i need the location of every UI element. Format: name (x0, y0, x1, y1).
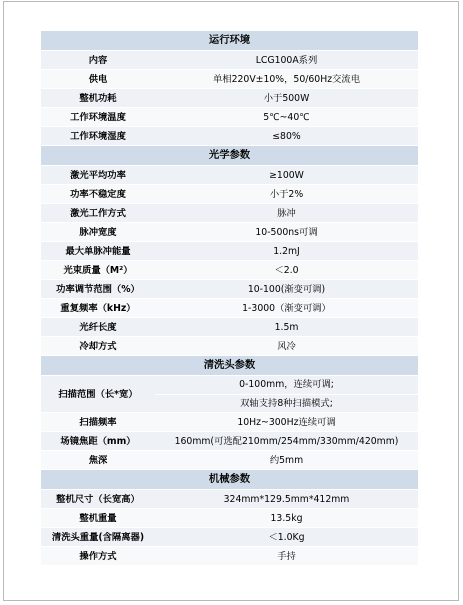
table-row (41, 51, 418, 70)
table-row (41, 127, 418, 146)
row-label: 扫描范围（长*宽） (41, 376, 155, 413)
row-value: ＜1.0Kg (155, 528, 418, 547)
table-row (41, 108, 418, 127)
row-value: 1.5m (155, 318, 418, 337)
row-value: 324mm*129.5mm*412mm (155, 490, 418, 509)
table-row (41, 528, 418, 547)
row-value: ≥100W (155, 166, 418, 185)
row-label: 工作环境湿度 (41, 127, 155, 146)
row-label: 内容 (41, 51, 155, 70)
table-row (41, 280, 418, 299)
row-value-multiline (155, 376, 418, 413)
row-value: 10Hz~300Hz连续可调 (155, 413, 418, 432)
row-label: 清洗头重量(含隔离器) (41, 528, 155, 547)
table-row (41, 89, 418, 108)
table-row (41, 242, 418, 261)
table-row (41, 490, 418, 509)
table-row (41, 261, 418, 280)
table-row (41, 299, 418, 318)
row-label: 整机重量 (41, 509, 155, 528)
section-header-cleaning-head (41, 356, 418, 376)
section-title: 机械参数 (41, 470, 418, 490)
specification-table (41, 31, 418, 566)
row-value: 风冷 (155, 337, 418, 356)
row-label: 整机功耗 (41, 89, 155, 108)
row-label: 扫描频率 (41, 413, 155, 432)
row-label: 功率调节范围（%） (41, 280, 155, 299)
section-title: 清洗头参数 (41, 356, 418, 376)
table-row (41, 70, 418, 89)
row-value: 10-100(渐变可调) (155, 280, 418, 299)
row-label: 激光工作方式 (41, 204, 155, 223)
row-value: 13.5kg (155, 509, 418, 528)
row-value: LCG100A系列 (155, 51, 418, 70)
row-value: ≤80% (155, 127, 418, 146)
table-row (41, 337, 418, 356)
section-title: 光学参数 (41, 146, 418, 166)
row-value: 10-500ns可调 (155, 223, 418, 242)
table-row-scan-range (41, 376, 418, 413)
table-row (41, 204, 418, 223)
row-value: 约5mm (155, 451, 418, 470)
table-row (41, 413, 418, 432)
row-label: 操作方式 (41, 547, 155, 566)
table-row (41, 185, 418, 204)
row-label: 供电 (41, 70, 155, 89)
row-value: 1-3000（渐变可调） (155, 299, 418, 318)
row-label: 光束质量（M²） (41, 261, 155, 280)
row-label: 光纤长度 (41, 318, 155, 337)
table-row (41, 451, 418, 470)
table-row (41, 166, 418, 185)
row-value: 1.2mJ (155, 242, 418, 261)
row-value: 小于500W (155, 89, 418, 108)
table-row (41, 509, 418, 528)
scan-range-line-2: 双轴支持8种扫描模式; (240, 398, 333, 409)
row-label: 冷却方式 (41, 337, 155, 356)
row-value: ＜2.0 (155, 261, 418, 280)
section-title: 运行环境 (41, 31, 418, 51)
row-value: 160mm(可选配210mm/254mm/330mm/420mm) (155, 432, 418, 451)
row-value: 5℃~40℃ (155, 108, 418, 127)
row-value: 脉冲 (155, 204, 418, 223)
row-value: 手持 (155, 547, 418, 566)
section-header-operating-environment (41, 31, 418, 51)
row-label: 整机尺寸（长宽高） (41, 490, 155, 509)
table-row (41, 432, 418, 451)
row-value: 单相220V±10%，50/60Hz交流电 (155, 70, 418, 89)
row-label: 场镜焦距（mm） (41, 432, 155, 451)
table-row (41, 318, 418, 337)
row-label: 最大单脉冲能量 (41, 242, 155, 261)
section-header-optical-parameters (41, 146, 418, 166)
row-label: 重复频率（kHz） (41, 299, 155, 318)
row-value: 小于2% (155, 185, 418, 204)
row-label: 激光平均功率 (41, 166, 155, 185)
row-label: 焦深 (41, 451, 155, 470)
table-row (41, 547, 418, 566)
scan-range-line-1: 0-100mm，连续可调; (155, 376, 418, 395)
row-label: 功率不稳定度 (41, 185, 155, 204)
section-header-mechanical-parameters (41, 470, 418, 490)
row-label: 工作环境温度 (41, 108, 155, 127)
table-row (41, 223, 418, 242)
row-label: 脉冲宽度 (41, 223, 155, 242)
